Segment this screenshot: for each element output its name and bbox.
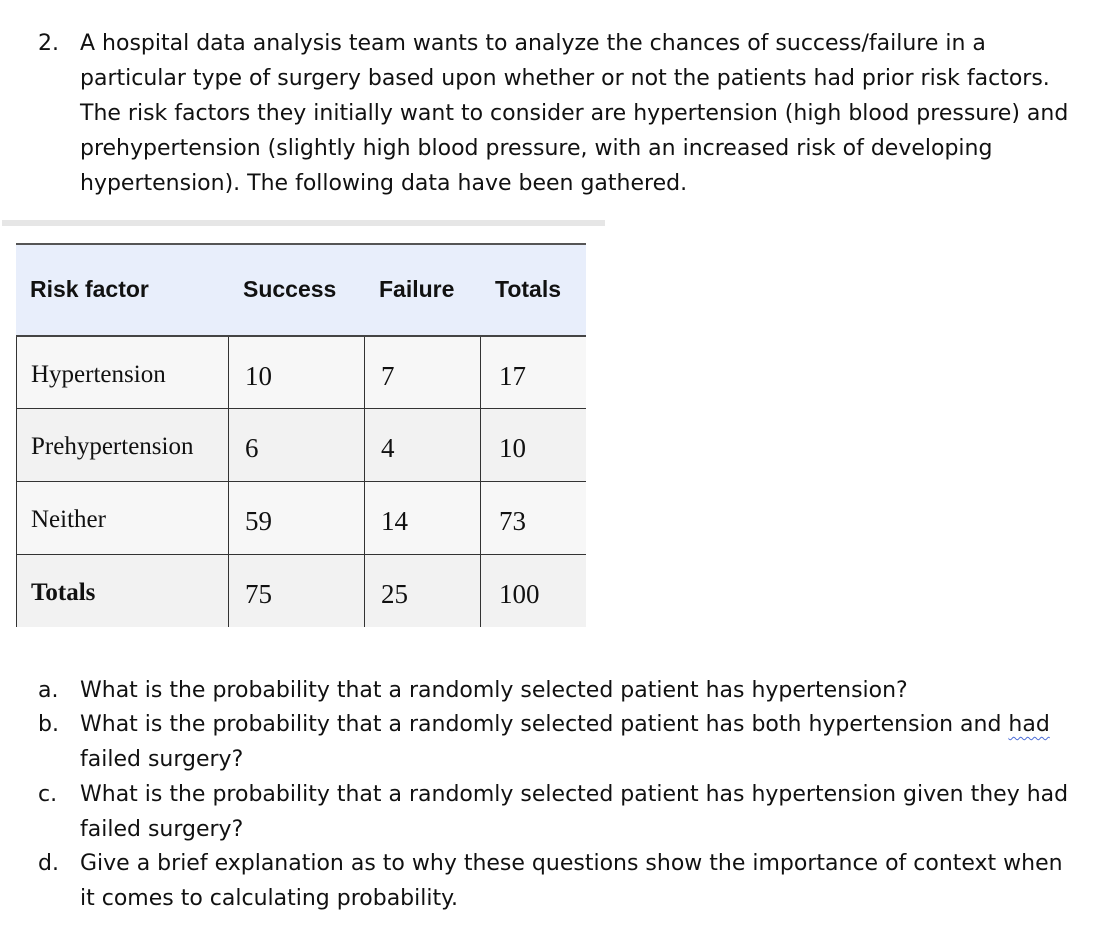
cell-total: 10 xyxy=(499,433,526,463)
cell-label: Neither xyxy=(16,482,229,554)
cell-success: 10 xyxy=(229,337,365,408)
cell-success: 75 xyxy=(229,555,365,627)
header-totals: Totals xyxy=(495,276,562,302)
subquestion-text-part: failed surgery? xyxy=(80,747,244,772)
cell-success: 6 xyxy=(229,409,365,481)
subquestion-text: What is the probability that a randomly selected patient has hypertension given they had failed surgery? xyxy=(80,782,1069,842)
cell-failure: 14 xyxy=(365,482,481,554)
subquestion-label: d. xyxy=(38,851,59,876)
question-number: 2. xyxy=(38,31,59,56)
table-header-row xyxy=(16,245,586,335)
header-risk-factor: Risk factor xyxy=(30,276,149,302)
subquestion-text xyxy=(80,707,1070,777)
subquestion-text-part: What is the probability that a randomly selected patient has both hypertension and xyxy=(80,712,1009,737)
cell-label: Prehypertension xyxy=(16,409,229,481)
table-row-neither xyxy=(16,481,586,554)
cell-total: 17 xyxy=(499,361,526,391)
cell-total: 73 xyxy=(499,506,526,536)
table-row-prehypertension xyxy=(16,408,586,481)
cell-label: Hypertension xyxy=(16,337,229,408)
cell-success: 59 xyxy=(229,482,365,554)
divider xyxy=(2,220,605,226)
table-row-totals xyxy=(16,554,586,627)
subquestion-text: Give a brief explanation as to why these questions show the importance of context when it comes to calculating probability. xyxy=(80,851,1063,911)
question-text: A hospital data analysis team wants to analyze the chances of success/failure in a particular type of surgery based upon whether or not the patients had prior risk factors. The risk factors they initially want to consider are hypertension (high blood pressure) and prehypertension (slightly high blood pressure, with an increased risk of developing hypertension). The following data have been gathered. xyxy=(80,31,1069,196)
cell-failure: 4 xyxy=(365,409,481,481)
subquestion-text: What is the probability that a randomly selected patient has hypertension? xyxy=(80,678,908,703)
cell-failure: 25 xyxy=(365,555,481,627)
header-success: Success xyxy=(243,276,337,302)
table-row-hypertension xyxy=(16,335,586,408)
cell-total: 100 xyxy=(499,579,540,609)
subquestion-label: b. xyxy=(38,712,59,737)
cell-failure: 7 xyxy=(365,337,481,408)
header-failure: Failure xyxy=(379,276,455,302)
spellcheck-flagged-word[interactable]: had xyxy=(1008,712,1050,737)
cell-label: Totals xyxy=(16,555,229,627)
subquestion-label: a. xyxy=(38,678,59,703)
subquestion-label: c. xyxy=(38,782,58,807)
